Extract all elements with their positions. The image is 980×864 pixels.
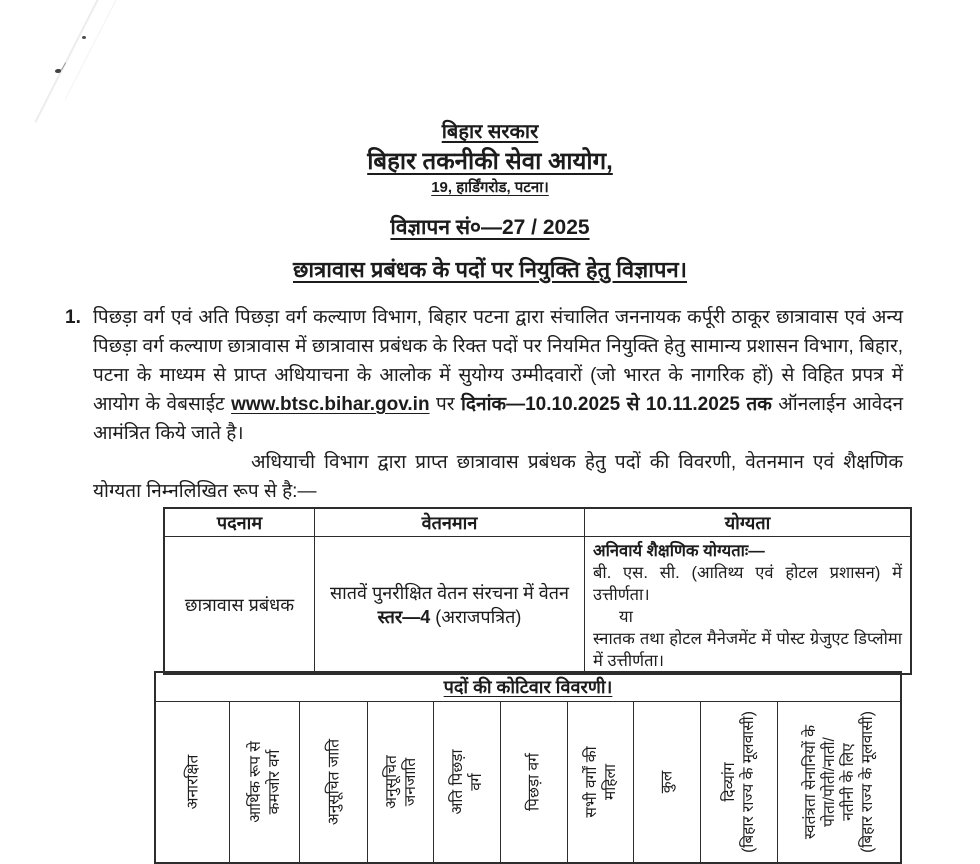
category-col-st — [368, 702, 434, 862]
category-col-ebc-label: अति पिछड़ा वर्ग — [449, 749, 485, 815]
pay-level: स्तर—4 — [377, 607, 431, 627]
category-col-unreserved-label: अनारक्षित — [184, 754, 201, 810]
qualification-heading: अनिवार्य शैक्षणिक योग्यताः— — [593, 542, 765, 560]
category-col-women-label: सभी वर्गों की महिला — [582, 746, 619, 818]
category-table-title: पदों की कोटिवार विवरणी। — [156, 673, 900, 702]
paragraph-1-text: पर — [429, 394, 462, 415]
column-header-pay-scale: वेतनमान — [315, 509, 585, 537]
category-col-freedom-fighter-descendant — [778, 702, 900, 862]
paragraph-2: अधियाची विभाग द्वारा प्राप्त छात्रावास प्रबंधक हेतु पदों की विवरणी, वेतनमान एवं शैक्षणिक योग्यता निम्नलिखित रूप से है:— — [93, 452, 903, 502]
category-col-ews — [230, 702, 300, 862]
category-col-divyang — [701, 702, 778, 862]
paragraph-1-text: ऑनलाईन आवेदन आमंत्रित किये जाते है। — [93, 394, 903, 444]
post-details-table — [163, 507, 912, 675]
category-table — [154, 671, 902, 864]
advertisement-number: विज्ञापन सं०—27 / 2025 — [390, 216, 590, 239]
qualification-cell — [585, 537, 910, 673]
category-col-unreserved — [156, 702, 230, 862]
letterhead — [0, 119, 980, 198]
pay-scale-line-2 — [378, 605, 522, 629]
body-text-block — [65, 303, 903, 506]
post-name-cell: छात्रावास प्रबंधक — [165, 537, 315, 673]
website-link: www.btsc.bihar.gov.in — [231, 394, 430, 415]
category-col-bc — [501, 702, 568, 862]
ink-speck — [61, 62, 66, 70]
category-col-st-label: अनुसूचित जनजाति — [382, 755, 419, 809]
category-col-sc — [300, 702, 368, 862]
category-col-freedom-fighter-descendant-label: स्वतंत्रता सेनानियों के पोता/पोती/नाती/ नतीनी के लिए (बिहार राज्य के मूलवासी) — [802, 711, 876, 853]
column-header-qualification: योग्यता — [585, 509, 910, 537]
category-col-divyang-label: दिव्यांग (बिहार राज्य के मूलवासी) — [721, 711, 757, 853]
qualification-item-1: बी. एस. सी. (आतिथ्य एवं होटल प्रशासन) में उत्तीर्णता। — [593, 564, 902, 604]
qualification-or: या — [619, 608, 633, 626]
category-col-women — [568, 702, 634, 862]
qualification-item-2: स्नातक तथा होटल मैनेजमेंट में पोस्ट ग्रेजुएट डिप्लोमा में उत्तीर्णता। — [593, 630, 902, 670]
notice-title: छात्रावास प्रबंधक के पदों पर नियुक्ति हेतु विज्ञापन। — [292, 257, 688, 282]
column-header-post-name: पदनाम — [165, 509, 315, 537]
category-col-sc-label: अनुसूचित जाति — [325, 738, 342, 826]
pay-scale-line-1: सातवें पुनरीक्षित वेतन संरचना में वेतन — [329, 583, 570, 603]
application-dates: दिनांक—10.10.2025 से 10.11.2025 तक — [461, 394, 772, 415]
category-col-bc-label: पिछड़ा वर्ग — [525, 753, 543, 811]
government-name: बिहार सरकार — [441, 121, 539, 143]
category-col-ews-label: आर्थिक रूप से कमजोर वर्ग — [246, 741, 283, 823]
pay-level-note: (अराजपत्रित) — [430, 607, 522, 627]
pay-scale-cell — [315, 537, 585, 673]
category-col-total-label: कुल — [658, 770, 676, 794]
ink-speck — [82, 36, 86, 39]
paper-crease-line — [34, 0, 99, 123]
paragraph-1 — [65, 303, 903, 448]
commission-name: बिहार तकनीकी सेवा आयोग, — [367, 148, 613, 175]
category-col-ebc — [434, 702, 501, 862]
commission-address: 19, हार्डिंगरोड, पटना। — [431, 179, 549, 196]
paragraph-1-text: पिछड़ा वर्ग एवं अति पिछड़ा वर्ग कल्याण विभाग, बिहार पटना द्वारा संचालित जननायक कर्पूरी ठाकूर छात्रावास एवं अन्य पिछड़ा वर्ग कल्याण छात्रावास में छात्रावास प्रबंधक के रिक्त पदों पर नियमित नियुक्ति हेतु सामान्य प्रशासन विभाग, बिहार, पटना के माध्यम से प्राप्त अधियाचना के आलोक में सुयोग्य उम्मीदवारों (जो भारत के नागरिक हों) से विहित प्रपत्र में आयोग के वेबसाईट — [93, 307, 903, 415]
item-number: 1. — [65, 307, 81, 328]
category-col-total — [634, 702, 701, 862]
